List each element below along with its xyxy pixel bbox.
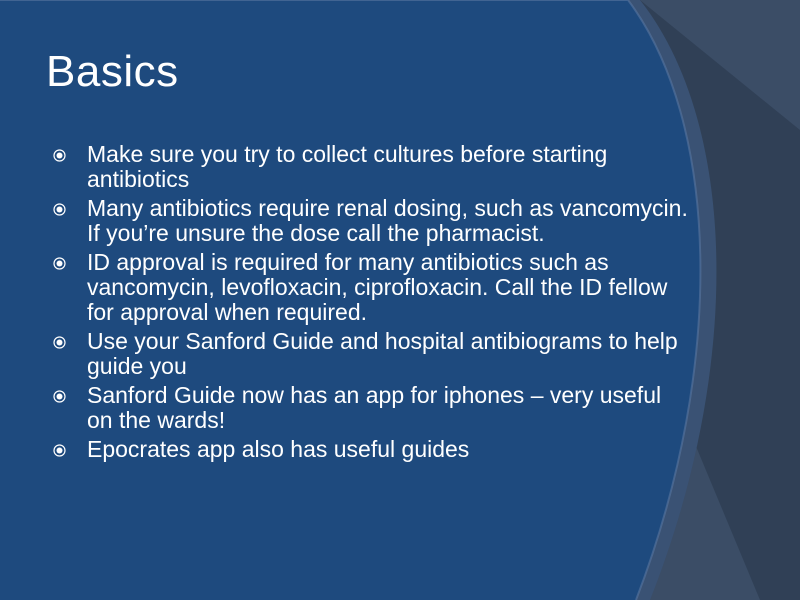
bullet-text: Make sure you try to collect cultures before starting antibiotics	[87, 141, 608, 192]
bullet-text: Many antibiotics require renal dosing, such as vancomycin. If you’re unsure the dose call the pharmacist.	[87, 195, 688, 246]
bullet-item	[52, 383, 692, 433]
circle-bullet-icon	[53, 149, 66, 162]
bullet-item	[52, 437, 692, 462]
bullet-text: Epocrates app also has useful guides	[87, 436, 470, 462]
circle-bullet-icon	[53, 203, 66, 216]
bullet-list	[52, 142, 692, 466]
bullet-text: Use your Sanford Guide and hospital antibiograms to help guide you	[87, 328, 678, 379]
bullet-text: ID approval is required for many antibiotics such as vancomycin, levofloxacin, ciprofloxacin. Call the ID fellow for approval when required.	[87, 249, 668, 325]
circle-bullet-icon	[53, 257, 66, 270]
slide-title: Basics	[46, 47, 179, 96]
bullet-item	[52, 329, 692, 379]
bullet-item	[52, 142, 692, 192]
bullet-item	[52, 196, 692, 246]
circle-bullet-icon	[53, 336, 66, 349]
bullet-item	[52, 250, 692, 325]
bullet-text: Sanford Guide now has an app for iphones – very useful on the wards!	[87, 382, 662, 433]
circle-bullet-icon	[53, 444, 66, 457]
circle-bullet-icon	[53, 390, 66, 403]
